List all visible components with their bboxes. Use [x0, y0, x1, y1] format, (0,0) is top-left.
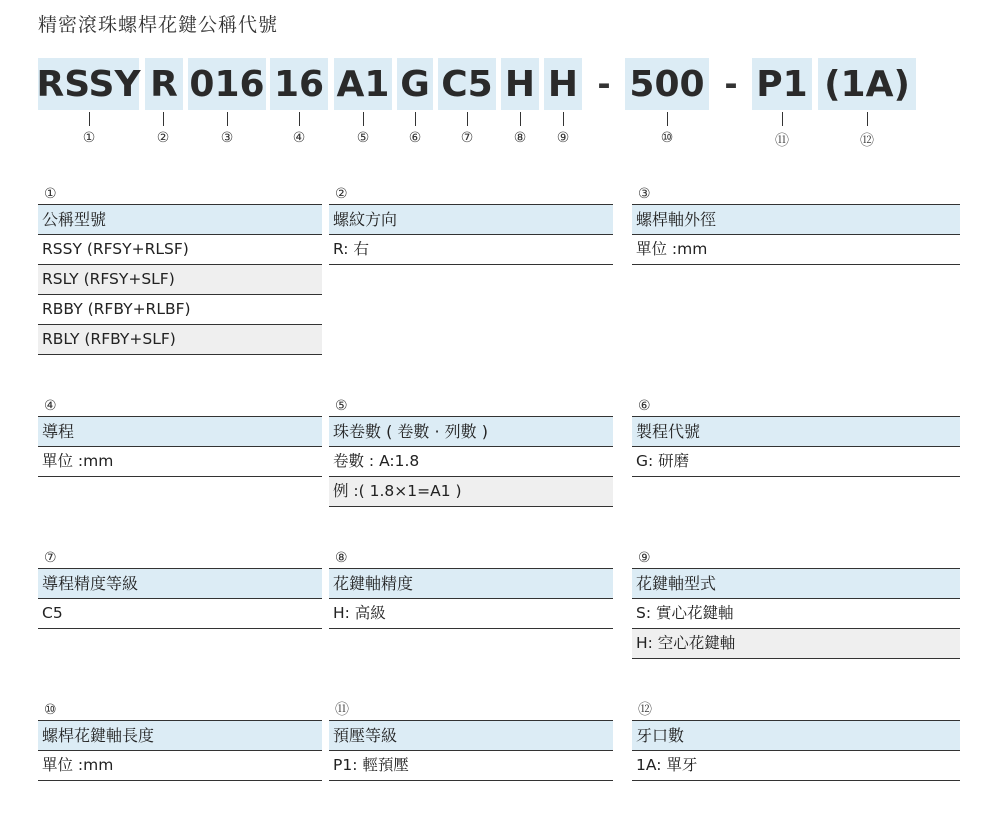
section-header: 導程	[38, 416, 322, 447]
tick-mark	[782, 112, 783, 126]
code-part-length: 500	[625, 58, 709, 110]
section-length	[38, 700, 322, 781]
page-title: 精密滾珠螺桿花鍵公稱代號	[38, 14, 279, 36]
section-header: 花鍵軸精度	[329, 568, 613, 599]
code-part-starts: (1A)	[818, 58, 916, 110]
section-number: ⑪	[335, 702, 349, 718]
section-turns	[329, 396, 613, 507]
section-row: R: 右	[329, 235, 613, 265]
section-row: H: 高級	[329, 599, 613, 629]
section-header: 花鍵軸型式	[632, 568, 960, 599]
section-header: 導程精度等級	[38, 568, 322, 599]
code-part-lead: 16	[270, 58, 328, 110]
section-row: H: 空心花鍵軸	[632, 629, 960, 659]
tick-label: ⑩	[660, 130, 674, 146]
section-starts	[632, 700, 960, 781]
tick-mark	[227, 112, 228, 126]
code-part-spline-accuracy: H	[501, 58, 539, 110]
section-row: RSSY (RFSY+RLSF)	[38, 235, 322, 265]
section-number: ①	[44, 186, 57, 202]
tick-mark	[563, 112, 564, 126]
section-spline-type	[632, 548, 960, 659]
section-row: 1A: 單牙	[632, 751, 960, 781]
tick-label: ⑧	[513, 130, 527, 146]
section-model	[38, 184, 322, 355]
tick-mark	[467, 112, 468, 126]
tick-label: ⑫	[860, 133, 874, 149]
tick-label: ⑨	[556, 130, 570, 146]
section-row: 例 :( 1.8×1=A1 )	[329, 477, 613, 507]
section-header: 預壓等級	[329, 720, 613, 751]
section-row: P1: 輕預壓	[329, 751, 613, 781]
section-header: 公稱型號	[38, 204, 322, 235]
tick-mark	[363, 112, 364, 126]
tick-mark	[520, 112, 521, 126]
section-row: 卷數 : A:1.8	[329, 447, 613, 477]
section-lead	[38, 396, 322, 477]
tick-label: ⑥	[408, 130, 422, 146]
section-header: 牙口數	[632, 720, 960, 751]
tick-label: ②	[156, 130, 170, 146]
code-part-spline-type: H	[544, 58, 582, 110]
section-number: ④	[44, 398, 57, 414]
code-part-model: RSSY	[38, 58, 139, 110]
section-thread-direction	[329, 184, 613, 265]
section-row: 單位 :mm	[38, 447, 322, 477]
tick-label: ⑦	[460, 130, 474, 146]
section-number: ③	[638, 186, 651, 202]
section-row: S: 實心花鍵軸	[632, 599, 960, 629]
code-part-screw-diameter: 016	[188, 58, 266, 110]
section-number: ⑫	[638, 702, 652, 718]
section-header: 製程代號	[632, 416, 960, 447]
tick-label: ①	[82, 130, 96, 146]
code-dash: -	[597, 65, 611, 103]
section-row: RSLY (RFSY+SLF)	[38, 265, 322, 295]
section-row: 單位 :mm	[38, 751, 322, 781]
code-part-thread-direction: R	[145, 58, 183, 110]
section-preload	[329, 700, 613, 781]
code-dash: -	[724, 65, 738, 103]
section-number: ②	[335, 186, 348, 202]
section-row: RBBY (RFBY+RLBF)	[38, 295, 322, 325]
code-part-preload: P1	[752, 58, 812, 110]
section-number: ⑥	[638, 398, 651, 414]
section-number: ⑦	[44, 550, 57, 566]
tick-label: ⑪	[775, 133, 789, 149]
section-row: G: 研磨	[632, 447, 960, 477]
tick-label: ⑤	[356, 130, 370, 146]
section-spline-accuracy	[329, 548, 613, 629]
section-row: 單位 :mm	[632, 235, 960, 265]
section-header: 螺紋方向	[329, 204, 613, 235]
section-number: ⑤	[335, 398, 348, 414]
code-part-turns: A1	[334, 58, 392, 110]
tick-mark	[89, 112, 90, 126]
section-screw-diameter	[632, 184, 960, 265]
tick-mark	[867, 112, 868, 126]
section-header: 珠卷數 ( 卷數 · 列數 )	[329, 416, 613, 447]
tick-mark	[163, 112, 164, 126]
tick-mark	[667, 112, 668, 126]
tick-label: ④	[292, 130, 306, 146]
code-part-lead-accuracy: C5	[438, 58, 496, 110]
section-number: ⑧	[335, 550, 348, 566]
tick-mark	[299, 112, 300, 126]
section-number: ⑨	[638, 550, 651, 566]
section-process	[632, 396, 960, 477]
section-lead-accuracy	[38, 548, 322, 629]
section-header: 螺桿花鍵軸長度	[38, 720, 322, 751]
section-row: RBLY (RFBY+SLF)	[38, 325, 322, 355]
section-header: 螺桿軸外徑	[632, 204, 960, 235]
tick-label: ③	[220, 130, 234, 146]
code-part-process: G	[397, 58, 433, 110]
section-number: ⑩	[44, 702, 57, 718]
tick-mark	[415, 112, 416, 126]
section-row: C5	[38, 599, 322, 629]
